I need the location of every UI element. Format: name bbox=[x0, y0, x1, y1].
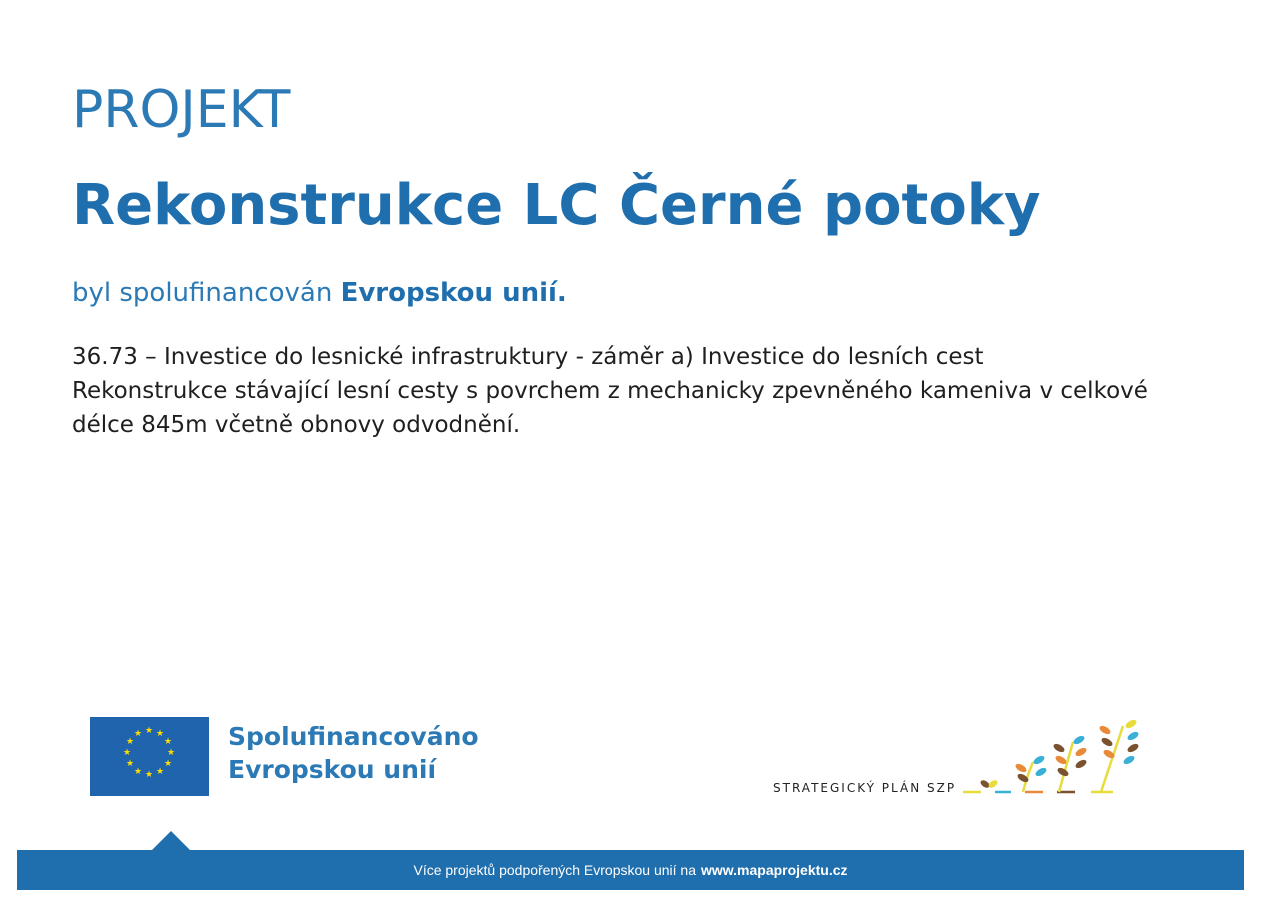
cofinanced-emphasis: Evropskou unií. bbox=[340, 278, 567, 308]
cofinanced-statement bbox=[72, 278, 567, 309]
footer-text: Více projektů podpořených Evropskou unií na bbox=[413, 862, 696, 878]
svg-text:★: ★ bbox=[122, 748, 132, 758]
footer-tab-decoration bbox=[152, 831, 190, 850]
svg-text:★: ★ bbox=[133, 767, 143, 777]
svg-text:★: ★ bbox=[133, 729, 143, 739]
svg-text:★: ★ bbox=[166, 748, 176, 758]
eu-text-line: Spolufinancováno bbox=[228, 722, 479, 751]
eu-text-line: Evropskou unií bbox=[228, 755, 437, 784]
svg-text:★: ★ bbox=[144, 726, 154, 736]
description-line: 36.73 – Investice do lesnické infrastruktury - záměr a) Investice do lesních cest bbox=[72, 344, 984, 370]
description-line: Rekonstrukce stávající lesní cesty s povrchem z mechanicky zpevněného kameniva v celkové bbox=[72, 378, 1148, 404]
eu-cofinanced-text bbox=[228, 720, 479, 786]
svg-text:★: ★ bbox=[163, 737, 173, 747]
svg-text:★: ★ bbox=[155, 729, 165, 739]
description-line: délce 845m včetně obnovy odvodnění. bbox=[72, 412, 521, 438]
project-description bbox=[72, 340, 1192, 442]
cofinanced-prefix: byl spolufinancován bbox=[72, 278, 333, 308]
szp-label: STRATEGICKÝ PLÁN SZP bbox=[773, 781, 957, 795]
szp-logo bbox=[773, 718, 1163, 802]
footer-link[interactable]: www.mapaprojektu.cz bbox=[701, 862, 848, 878]
szp-sprouts-icon bbox=[961, 718, 1161, 802]
svg-text:★: ★ bbox=[144, 770, 154, 780]
eu-flag-icon bbox=[90, 717, 209, 796]
svg-text:★: ★ bbox=[155, 767, 165, 777]
footer-bar bbox=[17, 850, 1244, 890]
heading-label: PROJEKT bbox=[72, 80, 291, 140]
svg-text:★: ★ bbox=[125, 737, 135, 747]
svg-text:★: ★ bbox=[163, 759, 173, 769]
project-title: Rekonstrukce LC Černé potoky bbox=[72, 173, 1041, 238]
svg-text:★: ★ bbox=[125, 759, 135, 769]
